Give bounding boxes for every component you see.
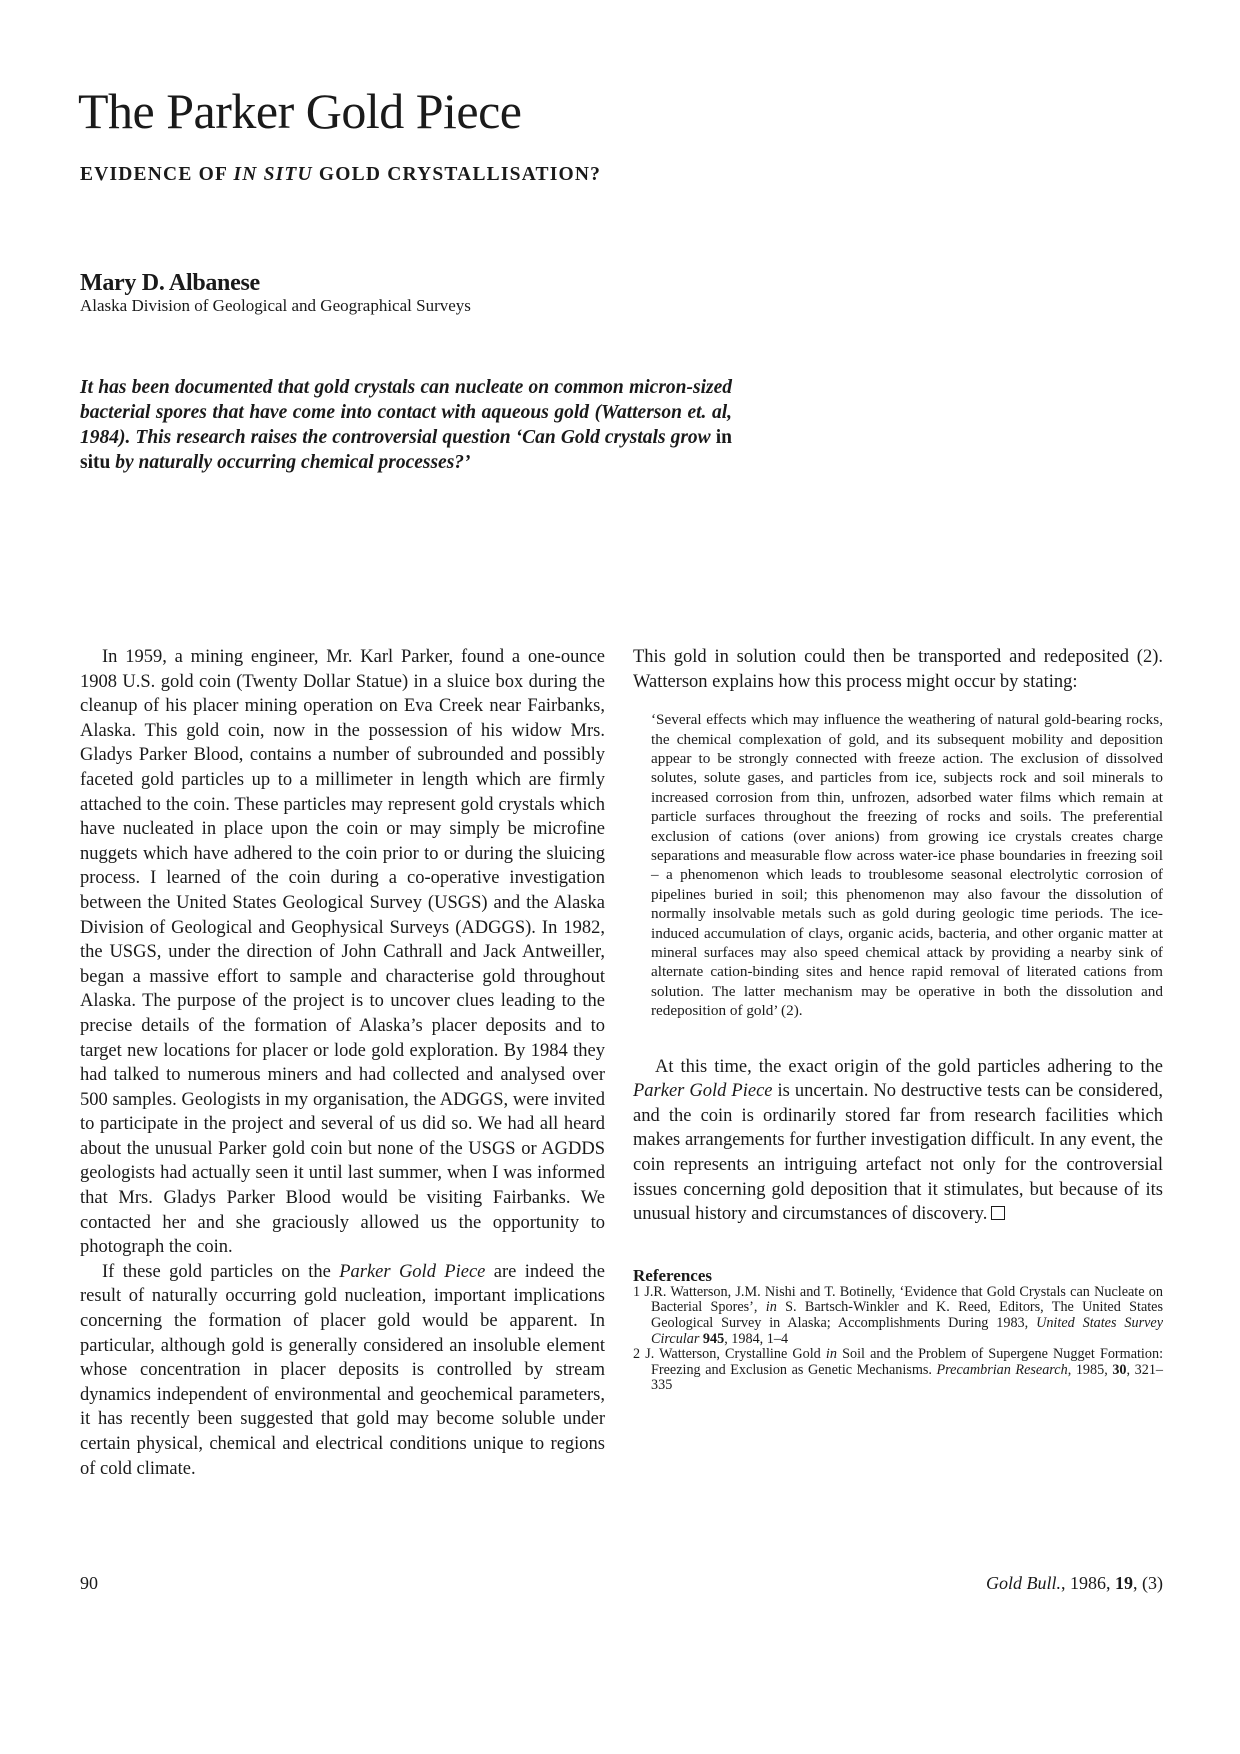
journal-year: , 1986, [1061,1573,1115,1593]
article-subtitle [80,164,601,186]
journal-citation [986,1573,1163,1594]
ref2-year: , 1985, [1067,1361,1113,1378]
block-quote: ‘Several effects which may influence the weathering of natural gold-bearing rocks, the chemical complexation of gold, and its subsequent mobility and deposition appear to be strongly connected with freeze action. The exclusion of dissolved solutes, solute gases, and particles from ice, subjects rock and soil minerals to increased corrosion from thin, unfrozen, adsorbed water films which remain at particle surfaces throughout the freezing of rocks and soils. The preferential exclusion of cations (over anions) from growing ice crystals creates charge separations and measurable flow across water-ice phase boundaries in freezing soil – a phenomenon which leads to troublesome seasonal electrolytic corrosion of pipelines buried in soil; this phenomenon may also favour the dissolution of normally insolvable metals such as gold during geologic time periods. The ice-induced accumulation of clays, organic acids, bacteria, and other organic matter at mineral surfaces may also speed chemical attack by providing a nearby sink of alternate cation-binding sites and hence rapid removal of literated cations from solution. The latter mechanism may be operative in both the dissolution and redeposition of gold’ (2). [651,711,1163,1020]
ref2-volume: 30 [1112,1361,1127,1378]
subtitle-emphasis: IN SITU [233,164,313,185]
page-number: 90 [80,1573,98,1593]
ref1-text: 1 J.R. Watterson, J.M. Nishi and T. Botinelly, ‘Evidence that Gold Crystals can Nucleate on Bacterial Spores’, [633,1283,1163,1316]
ref2-text-2: Soil and the Problem of Supergene Nugget Formation: Freezing and Exclusion as Genetic Mechanisms. [651,1346,1164,1378]
p4-prefix: At this time, the exact origin of the gold particles adhering to the [655,1056,1163,1077]
ref1-pages: , 1984, 1–4 [724,1330,789,1347]
abstract [80,375,732,475]
end-of-article-mark [991,1206,1005,1220]
body-paragraph-4 [633,1055,1163,1227]
p2-suffix: are indeed the result of naturally occurring gold nucleation, important implications concerning the formation of placer gold would be apparent. In particular, although gold is generally considered an insoluble element whose concentration in placer deposits is controlled by stream dynamics independent of environmental and geochemical parameters, it has recently been suggested that gold may become soluble under certain physical, chemical and electrical conditions unique to regions of cold climate. [80,1261,605,1479]
ref1-volume: 945 [699,1330,725,1347]
ref2-in: in [825,1346,837,1363]
ref1-journal: United States Survey Circular [651,1315,1163,1347]
p4-suffix: is uncertain. No destructive tests can be considered, and the coin is ordinarily stored far from research facilities which makes arrangements for further investigation difficult. In any event, the coin represents an intriguing artefact not only for the controversial issues concerning gold deposition that it stimulates, but because of its unusual history and circumstances of discovery. [633,1081,1164,1225]
abstract-part-2: by naturally occurring chemical processes?’ [110,452,471,473]
abstract-in-situ: in situ [80,427,732,473]
references-heading: References [633,1265,712,1285]
reference-2 [633,1347,1163,1394]
author-affiliation: Alaska Division of Geological and Geographical Surveys [80,296,471,315]
journal-volume: 19 [1115,1573,1133,1593]
p4-coin-name: Parker Gold Piece [633,1081,773,1102]
reference-1 [633,1285,1163,1347]
subtitle-prefix: EVIDENCE OF [80,164,234,185]
p2-prefix: If these gold particles on the [102,1261,340,1282]
left-column [80,645,605,1481]
right-column [633,645,1163,1394]
ref1-in: in [765,1299,777,1316]
author-name: Mary D. Albanese [80,270,260,296]
article-title: The Parker Gold Piece [78,83,522,139]
journal-issue: , (3) [1133,1573,1163,1593]
journal-name: Gold Bull. [986,1573,1061,1593]
ref2-journal: Precambrian Research [936,1361,1068,1378]
subtitle-suffix: GOLD CRYSTALLISATION? [312,164,602,185]
ref2-pages: , 321–335 [651,1361,1164,1394]
p2-coin-name: Parker Gold Piece [339,1261,486,1282]
ref2-text: 2 J. Watterson, Crystalline Gold [633,1346,826,1363]
ref1-text-2: S. Bartsch-Winkler and K. Reed, Editors, The United States Geological Survey in Alaska; Accomplishments During 1983, [651,1299,1164,1332]
body-paragraph-1: In 1959, a mining engineer, Mr. Karl Parker, found a one-ounce 1908 U.S. gold coin (Twenty Dollar Statue) in a sluice box during the cleanup of his placer mining operation on Eva Creek near Fairbanks, Alaska. This gold coin, now in the possession of his widow Mrs. Gladys Parker Blood, contains a number of subrounded and possibly faceted gold particles up to a millimeter in length which are firmly attached to the coin. These particles may represent gold crystals which have nucleated in place upon the coin or may simply be microfine nuggets which have adhered to the coin prior to or during the sluicing process. I learned of the coin during a co-operative investigation between the United States Geological Survey (USGS) and the Alaska Division of Geological and Geophysical Surveys (ADGGS). In 1982, the USGS, under the direction of John Cathrall and Jack Antweiller, began a massive effort to sample and characterise gold throughout Alaska. The purpose of the project is to uncover clues leading to the precise details of the formation of Alaska’s placer deposits and to target new locations for placer or lode gold exploration. By 1984 they had talked to numerous miners and had collected and analysed over 500 samples. Geologists in my organisation, the ADGGS, were invited to participate in the project and several of us did so. We had all heard about the unusual Parker gold coin but none of the USGS or AGDDS geologists had actually seen it until last summer, when I was informed that Mrs. Gladys Parker Blood would be visiting Fairbanks. We contacted her and she graciously allowed us the opportunity to photograph the coin. [80,647,605,1258]
abstract-part-1: It has been documented that gold crystals can nucleate on common micron-sized bacterial spores that have come into contact with aqueous gold (Watterson et. al, 1984). This research raises the controversial question ‘Can Gold crystals grow [80,377,732,448]
body-paragraph-2 [80,1260,605,1481]
body-paragraph-3: This gold in solution could then be transported and redeposited (2). Watterson explains how this process might occur by stating: [633,647,1163,692]
